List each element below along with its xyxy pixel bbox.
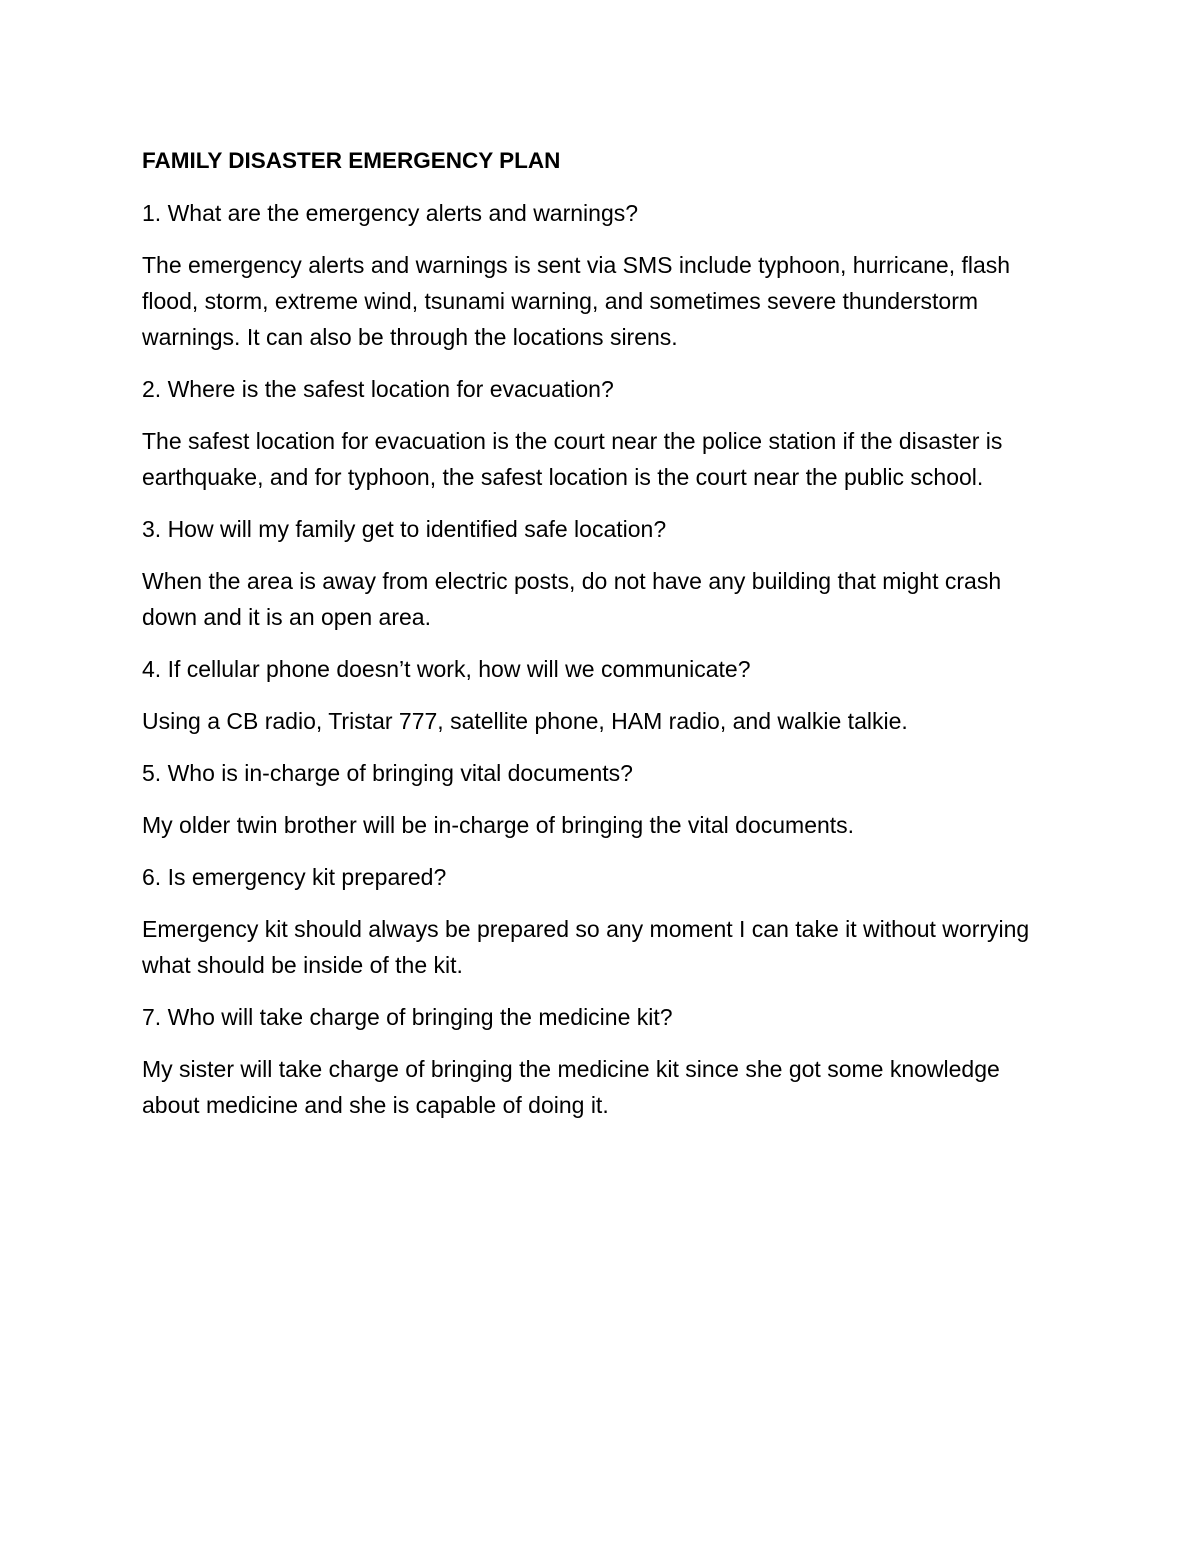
question-3: 3. How will my family get to identified safe location? (142, 516, 667, 542)
document-title: FAMILY DISASTER EMERGENCY PLAN (142, 148, 561, 173)
question-2: 2. Where is the safest location for evacuation? (142, 376, 614, 402)
answer-7: My sister will take charge of bringing the medicine kit since she got some knowledge about medicine and she is capable of doing it. (142, 1056, 1000, 1118)
answer-1: The emergency alerts and warnings is sent via SMS include typhoon, hurricane, flash flood, storm, extreme wind, tsunami warning, and sometimes severe thunderstorm warnings. It can also be through the locations sirens. (142, 252, 1011, 350)
question-6: 6. Is emergency kit prepared? (142, 864, 447, 890)
document-body (142, 143, 1052, 1139)
answer-6: Emergency kit should always be prepared so any moment I can take it without worrying what should be inside of the kit. (142, 916, 1030, 978)
answer-4: Using a CB radio, Tristar 777, satellite phone, HAM radio, and walkie talkie. (142, 708, 908, 734)
question-5: 5. Who is in-charge of bringing vital documents? (142, 760, 633, 786)
question-4: 4. If cellular phone doesn’t work, how will we communicate? (142, 656, 751, 682)
answer-5: My older twin brother will be in-charge of bringing the vital documents. (142, 812, 855, 838)
question-1: 1. What are the emergency alerts and warnings? (142, 200, 639, 226)
answer-2: The safest location for evacuation is the court near the police station if the disaster is earthquake, and for typhoon, the safest location is the court near the public school. (142, 428, 1003, 490)
answer-3: When the area is away from electric posts, do not have any building that might crash down and it is an open area. (142, 568, 1002, 630)
question-7: 7. Who will take charge of bringing the medicine kit? (142, 1004, 673, 1030)
